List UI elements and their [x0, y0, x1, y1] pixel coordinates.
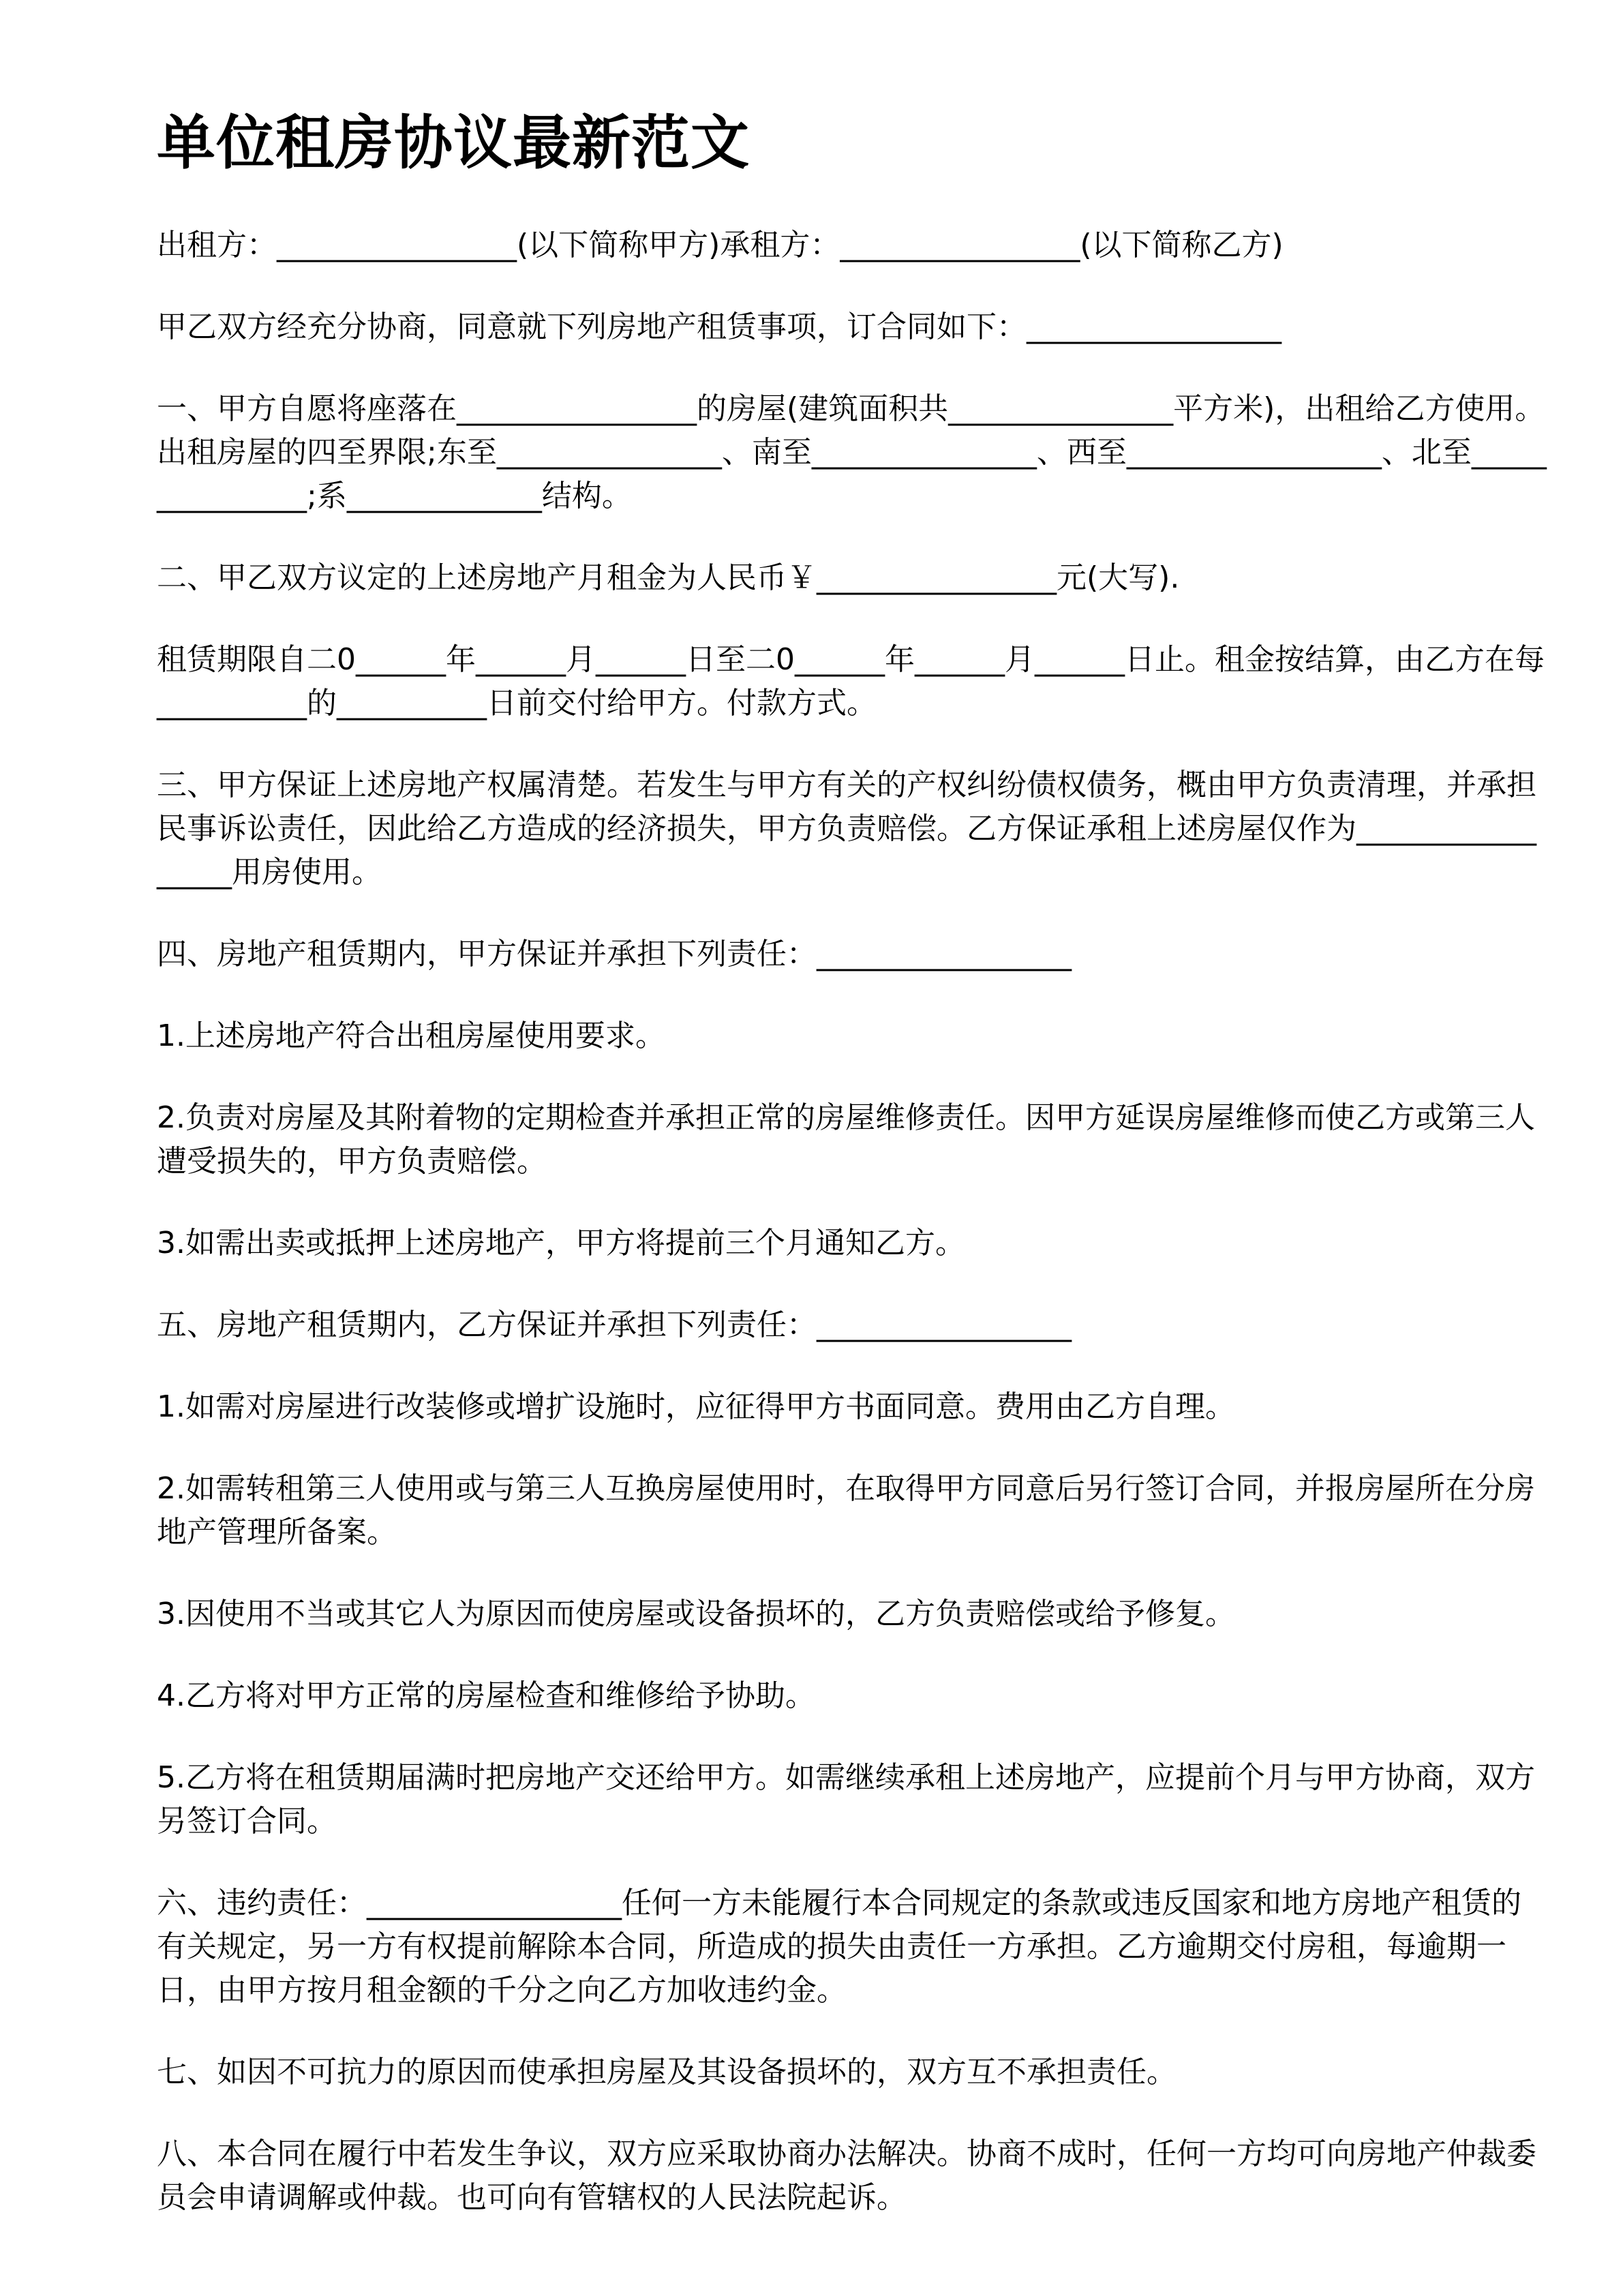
paragraph-clause-5-item-1: 1.如需对房屋进行改装修或增扩设施时，应征得甲方书面同意。费用由乙方自理。	[157, 1389, 1235, 1424]
paragraph-clause-4-item-2: 2.负责对房屋及其附着物的定期检查并承担正常的房屋维修责任。因甲方延误房屋维修而使乙方或第三人遭受损失的，甲方负责赔偿。	[157, 1100, 1535, 1179]
paragraph-clause-1: 一、甲方自愿将座落在________________的房屋(建筑面积共_______________平方米)，出租给乙方使用。出租房屋的四至界限;东至_______________、南至_______________、西至_________________、北至_______________;系_____________结构。	[157, 391, 1547, 513]
paragraph-clause-4: 四、房地产租赁期内，甲方保证并承担下列责任：_________________	[157, 937, 1072, 971]
document-title: 单位租房协议最新范文	[157, 109, 750, 177]
paragraph-clause-5: 五、房地产租赁期内，乙方保证并承担下列责任：_________________	[157, 1308, 1072, 1342]
paragraph-clause-6: 六、违约责任：_________________任何一方未能履行本合同规定的条款或违反国家和地方房地产租赁的有关规定，另一方有权提前解除本合同，所造成的损失由责任一方承担。乙方逾期交付房租，每逾期一日，由甲方按月租金额的千分之向乙方加收违约金。	[157, 1886, 1521, 2008]
paragraph-parties: 出租方：________________(以下简称甲方)承租方：________________(以下简称乙方)	[157, 228, 1284, 262]
paragraph-agreement-intro: 甲乙双方经充分协商，同意就下列房地产租赁事项，订合同如下：_________________	[157, 309, 1281, 344]
paragraph-lease-term: 租赁期限自二0______年______月______日至二0______年______月______日止。租金按结算，由乙方在每__________的__________日前交付给甲方。付款方式。	[157, 642, 1545, 721]
paragraph-clause-5-item-2: 2.如需转租第三人使用或与第三人互换房屋使用时，在取得甲方同意后另行签订合同，并报房屋所在分房地产管理所备案。	[157, 1471, 1535, 1550]
paragraph-clause-3: 三、甲方保证上述房地产权属清楚。若发生与甲方有关的产权纠纷债权债务，概由甲方负责清理，并承担民事诉讼责任，因此给乙方造成的经济损失，甲方负责赔偿。乙方保证承租上述房屋仅作为_________________用房使用。	[157, 768, 1536, 890]
paragraph-clause-7: 七、如因不可抗力的原因而使承担房屋及其设备损坏的，双方互不承担责任。	[157, 2055, 1177, 2089]
paragraph-clause-5-item-3: 3.因使用不当或其它人为原因而使房屋或设备损坏的，乙方负责赔偿或给予修复。	[157, 1597, 1235, 1631]
paragraph-clause-5-item-5: 5.乙方将在租赁期届满时把房地产交还给甲方。如需继续承租上述房地产，应提前个月与甲方协商，双方另签订合同。	[157, 1760, 1535, 1839]
document-page	[157, 102, 1547, 2258]
paragraph-clause-4-item-1: 1.上述房地产符合出租房屋使用要求。	[157, 1018, 665, 1053]
paragraph-clause-8: 八、本合同在履行中若发生争议，双方应采取协商办法解决。协商不成时，任何一方均可向房地产仲裁委员会申请调解或仲裁。也可向有管辖权的人民法院起诉。	[157, 2136, 1536, 2215]
paragraph-clause-2: 二、甲乙双方议定的上述房地产月租金为人民币￥________________元(大写).	[157, 560, 1180, 595]
paragraph-clause-4-item-3: 3.如需出卖或抵押上述房地产，甲方将提前三个月通知乙方。	[157, 1226, 965, 1260]
paragraph-clause-5-item-4: 4.乙方将对甲方正常的房屋检查和维修给予协助。	[157, 1678, 815, 1713]
